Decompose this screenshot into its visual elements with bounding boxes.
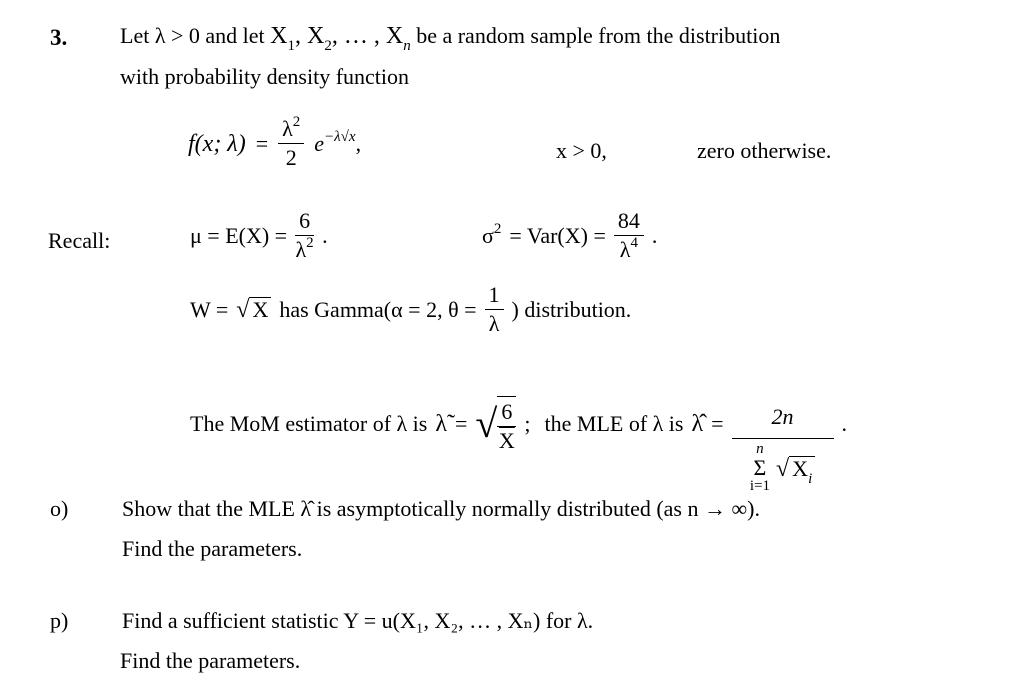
variance-denominator-exp: 4: [630, 235, 638, 251]
intro-let: Let: [120, 23, 150, 48]
pdf-comma: ,: [355, 130, 362, 156]
mle-equals: =: [711, 411, 724, 436]
gamma-denominator: λ: [488, 311, 500, 336]
mom-fraction: [497, 396, 516, 452]
part-p-label: p): [50, 608, 69, 633]
mom-numerator: 6: [497, 401, 516, 427]
gamma-radicand: X: [249, 297, 271, 321]
intro-sample: $X_1$, $X_2$, … , $X_n$: [270, 23, 411, 54]
variance-sigma: σ: [482, 222, 494, 248]
mean-fraction: [295, 210, 314, 261]
intro-rest: be a random sample from the distribution: [416, 23, 781, 48]
sum-top: n: [756, 441, 764, 457]
mean-numerator: 6: [295, 210, 314, 236]
gamma-mid: has Gamma(α = 2, θ =: [279, 296, 477, 322]
sqrt-icon: √: [236, 297, 250, 323]
mom-equals: =: [455, 411, 468, 436]
intro-lambda-condition: λ > 0: [154, 23, 200, 48]
intro-line-1: [120, 23, 781, 54]
part-p-line1: Find a sufficient statistic Y = u(X₁, X₂, … , Xₙ) for λ.: [122, 608, 594, 633]
part-p-line2: Find the parameters.: [120, 648, 301, 673]
gamma-numerator: 1: [485, 284, 504, 310]
mle-numerator: 2n: [732, 406, 834, 439]
pdf-numerator-exp: 2: [292, 114, 301, 130]
variance-fraction: [614, 210, 644, 261]
pdf-lhs: f(x; λ): [188, 130, 246, 157]
sqrt-icon: √: [475, 401, 498, 446]
mean-dot: .: [322, 222, 328, 248]
mean-denominator: λ: [295, 237, 307, 262]
mom-symbol: λ̃: [435, 411, 447, 437]
recall-mean: [190, 210, 328, 261]
sum-radicand: X: [792, 455, 809, 481]
pdf-fraction: [278, 114, 304, 170]
variance-dot: .: [651, 222, 658, 248]
sum-icon: Σ: [753, 455, 767, 480]
problem-number: 3.: [50, 25, 68, 50]
recall-label: Recall:: [48, 228, 111, 253]
mean-denominator-exp: 2: [306, 235, 314, 251]
variance-numerator: 84: [614, 210, 644, 236]
pdf-denominator: 2: [285, 145, 297, 170]
pdf-e: e: [314, 130, 325, 156]
pdf-otherwise: zero otherwise.: [697, 138, 832, 163]
intro-line-2: with probability density function: [120, 64, 410, 89]
mle-pre: the MLE of λ is: [544, 411, 684, 436]
sqrt-icon: √: [776, 455, 790, 482]
mean-lhs: μ = E(X) =: [190, 222, 288, 248]
pdf-exponent: −λ√x: [324, 128, 356, 145]
intro-and-let: and let: [205, 23, 265, 48]
recall-variance: [482, 210, 657, 261]
variance-rest: = Var(X) =: [509, 222, 606, 248]
part-o-line1: Show that the MLE λ̂ is asymptotically normally distributed (as n → ∞).: [122, 496, 760, 521]
pdf-formula: [188, 114, 362, 170]
gamma-post: ) distribution.: [511, 296, 632, 322]
part-o-label: o): [50, 496, 69, 521]
pdf-equals: =: [255, 130, 269, 156]
mom-semicolon: ;: [524, 411, 531, 436]
mom-pre: The MoM estimator of λ is: [190, 411, 428, 436]
mle-symbol: λ̂: [691, 411, 704, 437]
estimators-line: [190, 354, 847, 494]
variance-denominator: λ: [619, 237, 631, 262]
sum-bottom: i=1: [749, 478, 770, 494]
mle-fraction: [732, 406, 834, 494]
gamma-fraction: [485, 284, 504, 335]
mom-denominator: X: [498, 428, 515, 453]
part-o-line2: Find the parameters.: [122, 536, 303, 561]
variance-sigma-exp: 2: [493, 220, 502, 237]
mle-dot: .: [841, 411, 848, 436]
sum-radicand-sub: i: [808, 470, 813, 487]
pdf-support: x > 0,: [556, 138, 607, 163]
gamma-line: [190, 284, 631, 335]
pdf-numerator: λ: [282, 116, 293, 141]
gamma-pre: W =: [190, 296, 229, 322]
